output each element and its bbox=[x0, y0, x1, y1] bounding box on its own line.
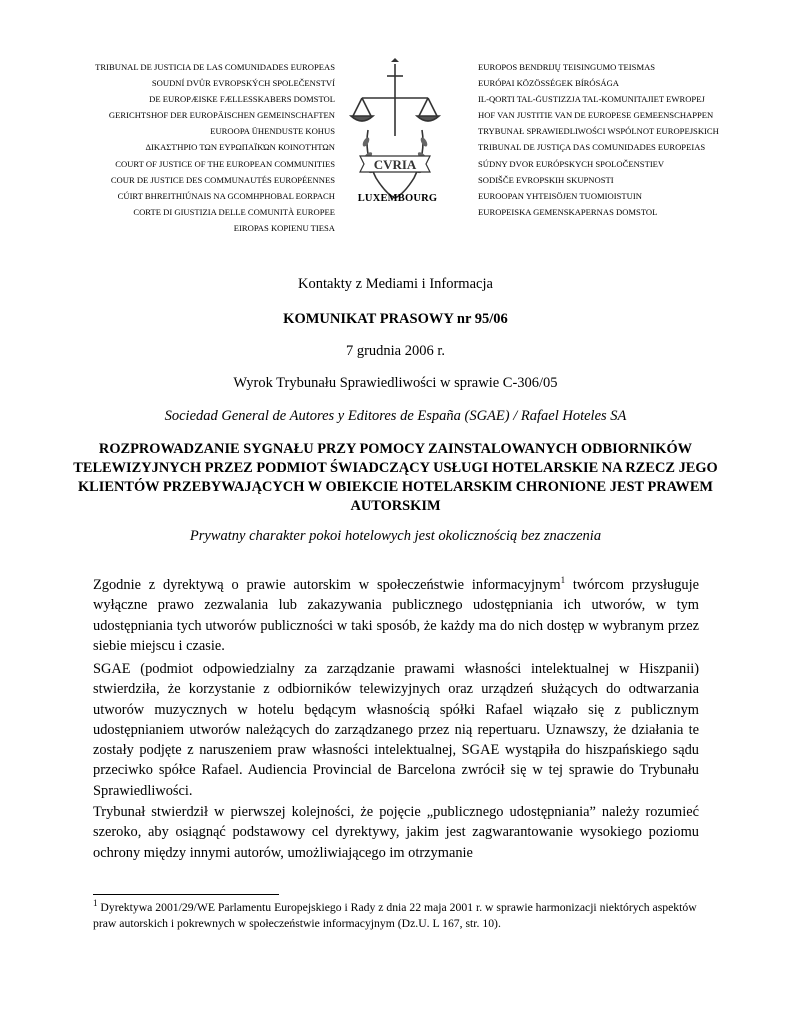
court-name: SODIŠČE EVROPSKIH SKUPNOSTI bbox=[478, 174, 614, 185]
court-names-left bbox=[35, 59, 335, 236]
body-paragraph bbox=[93, 575, 699, 656]
footnote-reference: 1 bbox=[560, 575, 566, 586]
release-date: 7 grudnia 2006 r. bbox=[345, 343, 446, 359]
court-name: CORTE DI GIUSTIZIA DELLE COMUNITÀ EUROPEE bbox=[133, 206, 335, 217]
press-release-number: KOMUNIKAT PRASOWY nr 95/06 bbox=[283, 311, 508, 327]
headline: ROZPROWADZANIE SYGNAŁU PRZY POMOCY ZAINSTALOWANYCH ODBIORNIKÓW TELEWIZYJNYCH PRZEZ PODMIOT ŚWIADCZĄCY USŁUGI HOTELARSKIE NA RZECZ JEGO KLIENTÓW PRZEBYWAJĄCYCH W OBIEKCIE HOTELARSKIM CHRONIONE JEST PRAWEM AUTORSKIM bbox=[73, 441, 718, 514]
court-name: ΔΙΚΑΣΤΉΡΙΟ ΤΩΝ ΕΥΡΩΠΑΪΚΏΝ ΚΟΙΝΟΤΉΤΩΝ bbox=[145, 142, 335, 153]
court-name: SOUDNÍ DVŮR EVROPSKÝCH SPOLEČENSTVÍ bbox=[151, 78, 335, 89]
court-name: SÚDNY DVOR EURÓPSKYCH SPOLOČENSTIEV bbox=[478, 158, 665, 169]
footnote-divider bbox=[93, 894, 279, 895]
court-name: IL-QORTI TAL-ĠUSTIZZJA TAL-KOMUNITAJIET EWROPEJ bbox=[478, 94, 705, 105]
body-paragraph: SGAE (podmiot odpowiedzialny za zarządzanie prawami własności intelektualnej w Hiszpanii) stwierdziła, że korzystanie z odbiorników telewizyjnych oraz urządzeń służących do odtwarzania utworów muzycznych w hotelu będącym własnością spółki Rafael wiązało się z publicznym udostępnianiem utworów należących do zarządzanego przez nią repertuaru. Uznawszy, że działania te zostały podjęte z naruszeniem praw własności intelektualnej, SGAE wystąpiła do hiszpańskiego sądu przeciwko spółce Rafael. Audiencia Provincial de Barcelona zwrócił się w tej sprawie do Trybunału Sprawiedliwości. bbox=[93, 661, 699, 799]
court-name: DE EUROPÆISKE FÆLLESSKABERS DOMSTOL bbox=[149, 94, 335, 105]
court-name: EUROOPAN YHTEISÖJEN TUOMIOISTUIN bbox=[478, 190, 642, 201]
court-name: EUROOPA ÜHENDUSTE KOHUS bbox=[210, 126, 335, 137]
court-name: EUROPOS BENDRIJŲ TEISINGUMO TEISMAS bbox=[478, 62, 656, 72]
paragraph-text: Zgodnie z dyrektywą o prawie autorskim w społeczeństwie informacyjnym bbox=[93, 577, 561, 593]
emblem-text: CVRIA bbox=[373, 157, 417, 172]
court-name: COURT OF JUSTICE OF THE EUROPEAN COMMUNITIES bbox=[115, 158, 335, 169]
subheadline: Prywatny charakter pokoi hotelowych jest okolicznością bez znaczenia bbox=[189, 528, 602, 544]
court-name: TRIBUNAL DE JUSTIÇA DAS COMUNIDADES EUROPEIAS bbox=[478, 142, 706, 153]
court-name: EUROPEISKA GEMENSKAPERNAS DOMSTOL bbox=[478, 206, 658, 217]
footnote-text: Dyrektywa 2001/29/WE Parlamentu Europejskiego i Rady z dnia 22 maja 2001 r. w sprawie harmonizacji niektórych aspektów praw autorskich i pokrewnych w społeczeństwie informacyjnym (Dz.U. L 167, str. 10). bbox=[93, 901, 697, 930]
court-names-right bbox=[478, 59, 778, 220]
curia-emblem-icon bbox=[340, 58, 450, 208]
court-name: GERICHTSHOF DER EUROPÄISCHEN GEMEINSCHAFTEN bbox=[108, 110, 335, 121]
court-name: EIROPAS KOPIENU TIESA bbox=[233, 222, 335, 233]
court-name: TRYBUNAŁ SPRAWIEDLIWOŚCI WSPÓLNOT EUROPEJSKICH bbox=[478, 126, 719, 137]
court-name: EURÓPAI KÖZÖSSÉGEK BÍRÓSÁGA bbox=[478, 78, 620, 89]
footnote bbox=[93, 900, 699, 932]
footnote-number: 1 bbox=[93, 898, 98, 909]
case-line: Wyrok Trybunału Sprawiedliwości w sprawie C-306/05 bbox=[233, 375, 558, 391]
emblem-city: LUXEMBOURG bbox=[357, 193, 438, 204]
contact-line: Kontakty z Mediami i Informacja bbox=[298, 276, 493, 292]
court-name: COUR DE JUSTICE DES COMMUNAUTÉS EUROPÉENNES bbox=[110, 174, 335, 185]
court-name: CÚIRT BHREITHIÚNAIS NA GCOMHPHOBAL EORPACH bbox=[117, 190, 335, 201]
court-name: TRIBUNAL DE JUSTICIA DE LAS COMUNIDADES EUROPEAS bbox=[95, 62, 335, 72]
paragraph-text: twórcom przysługuje wyłączne prawo zezwalania lub zakazywania publicznego udostępniania ich utworów, w tym udostępniania tych utworów publiczności w taki sposób, że każdy ma do nich dostęp w wybranym przez siebie miejscu i czasie. bbox=[93, 577, 699, 654]
body-paragraph: Trybunał stwierdził w pierwszej kolejności, że pojęcie „publicznego udostępniania” należy rozumieć szeroko, aby osiągnąć podstawowy cel dyrektywy, jakim jest zagwarantowanie wysokiego poziomu ochrony między innymi autorów, umożliwiającego im otrzymanie bbox=[93, 804, 699, 861]
parties-line: Sociedad General de Autores y Editores de España (SGAE) / Rafael Hoteles SA bbox=[164, 408, 627, 424]
court-name: HOF VAN JUSTITIE VAN DE EUROPESE GEMEENSCHAPPEN bbox=[478, 110, 714, 121]
